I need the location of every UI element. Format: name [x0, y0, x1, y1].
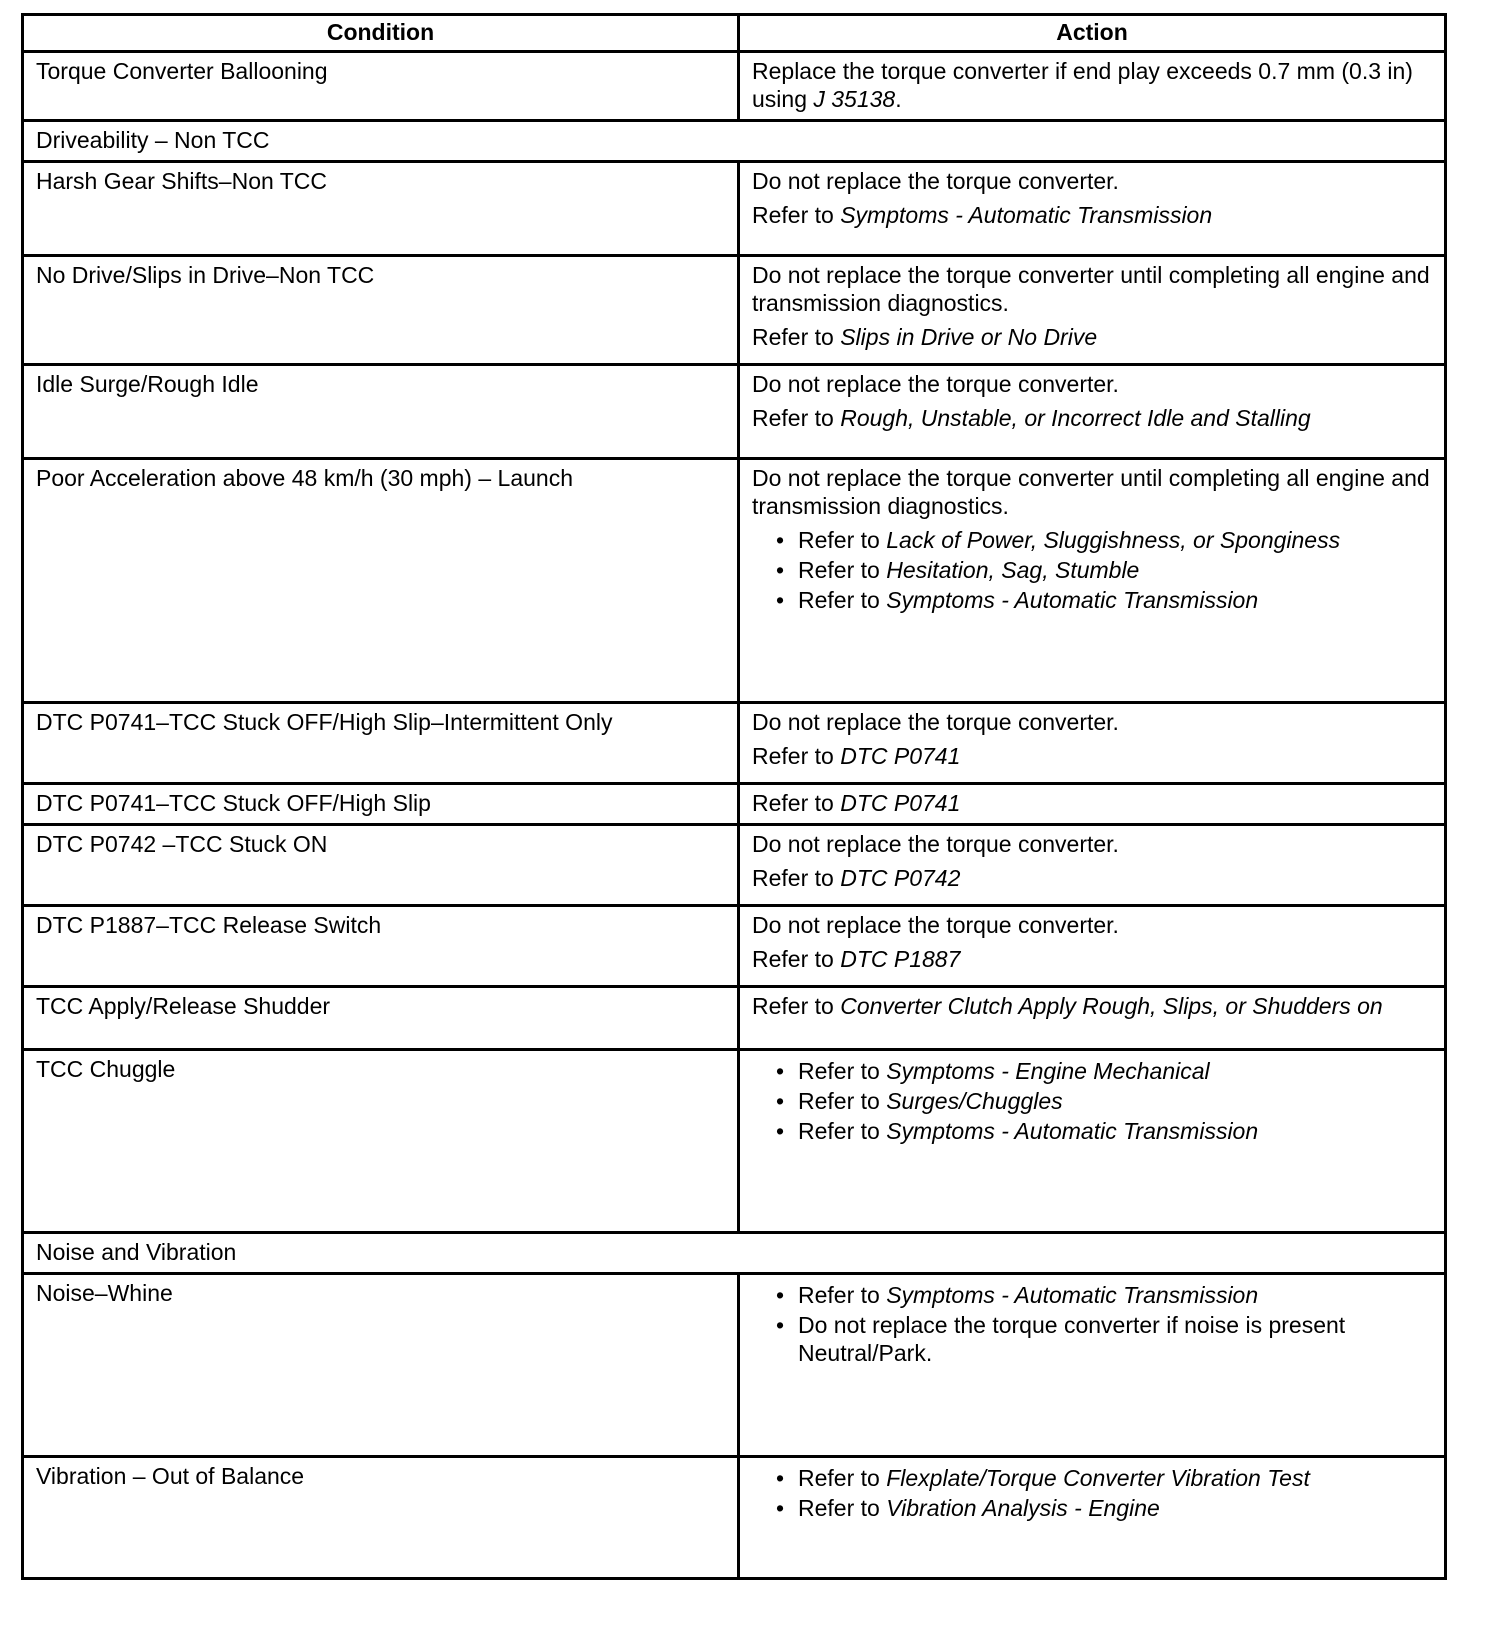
table-row: [23, 906, 1446, 987]
list-item: • Refer to Lack of Power, Sluggishness, or Sponginess: [798, 526, 1432, 554]
section-heading: Driveability – Non TCC: [23, 121, 1446, 162]
condition-cell: DTC P0741–TCC Stuck OFF/High Slip–Intermittent Only: [23, 703, 739, 784]
reference-link: DTC P0742: [840, 865, 961, 891]
bullet-list: [752, 1464, 1432, 1522]
condition-header: Condition: [23, 15, 739, 52]
action-cell: Do not replace the torque converter until completing all engine and transmission diagnostics. Refer to Slips in Drive or No Drive: [739, 256, 1446, 365]
action-cell: Replace the torque converter if end play exceeds 0.7 mm (0.3 in) using J 35138.: [739, 52, 1446, 121]
reference-link: DTC P1887: [840, 946, 961, 972]
action-cell: Do not replace the torque converter. Refer to Symptoms - Automatic Transmission: [739, 162, 1446, 256]
list-item: • Refer to Flexplate/Torque Converter Vibration Test: [798, 1464, 1432, 1492]
condition-cell: DTC P0741–TCC Stuck OFF/High Slip: [23, 784, 739, 825]
table-row: [23, 703, 1446, 784]
section-heading: Noise and Vibration: [23, 1233, 1446, 1274]
condition-cell: DTC P1887–TCC Release Switch: [23, 906, 739, 987]
list-item: • Refer to Symptoms - Automatic Transmission: [798, 586, 1432, 614]
reference-link: DTC P0741: [840, 743, 961, 769]
condition-cell: Poor Acceleration above 48 km/h (30 mph) – Launch: [23, 459, 739, 703]
reference-link: Rough, Unstable, or Incorrect Idle and Stalling: [840, 405, 1311, 431]
reference-link: Symptoms - Automatic Transmission: [840, 202, 1213, 228]
condition-cell: Torque Converter Ballooning: [23, 52, 739, 121]
bullet-list: [752, 1057, 1432, 1145]
action-cell: Do not replace the torque converter. Refer to Rough, Unstable, or Incorrect Idle and Stalling: [739, 365, 1446, 459]
section-row: [23, 1233, 1446, 1274]
action-cell: [739, 1274, 1446, 1457]
bullet-list: [752, 1281, 1432, 1367]
action-cell: Refer to DTC P0741: [739, 784, 1446, 825]
condition-cell: TCC Chuggle: [23, 1050, 739, 1233]
reference-link: DTC P0741: [840, 790, 961, 816]
action-cell: Refer to Converter Clutch Apply Rough, Slips, or Shudders on: [739, 987, 1446, 1050]
table-row: [23, 365, 1446, 459]
action-cell: Do not replace the torque converter. Refer to DTC P0741: [739, 703, 1446, 784]
condition-cell: TCC Apply/Release Shudder: [23, 987, 739, 1050]
list-item: • Do not replace the torque converter if noise is present Neutral/Park.: [798, 1311, 1432, 1367]
list-item: • Refer to Surges/Chuggles: [798, 1087, 1432, 1115]
diagnostic-table: [21, 13, 1447, 1580]
table-row: [23, 162, 1446, 256]
table-row: [23, 784, 1446, 825]
section-row: [23, 121, 1446, 162]
table-row: [23, 987, 1446, 1050]
reference-link: Slips in Drive or No Drive: [840, 324, 1098, 350]
table-row: [23, 1457, 1446, 1579]
action-cell: Do not replace the torque converter. Refer to DTC P1887: [739, 906, 1446, 987]
condition-cell: Harsh Gear Shifts–Non TCC: [23, 162, 739, 256]
action-cell: [739, 1457, 1446, 1579]
table-row: [23, 459, 1446, 703]
action-cell: [739, 1050, 1446, 1233]
table-row: [23, 52, 1446, 121]
table-row: [23, 825, 1446, 906]
list-item: • Refer to Symptoms - Automatic Transmission: [798, 1117, 1432, 1145]
reference-link: Converter Clutch Apply Rough, Slips, or Shudders on: [840, 993, 1383, 1019]
header-row: [23, 15, 1446, 52]
table-row: [23, 256, 1446, 365]
condition-cell: Vibration – Out of Balance: [23, 1457, 739, 1579]
condition-cell: Idle Surge/Rough Idle: [23, 365, 739, 459]
action-cell: Do not replace the torque converter until completing all engine and transmission diagnostics. • Refer to Lack of Power, Sluggishness, or Sponginess • Refer to Hesitation, Sag, Stumble • Refer to Symptoms - Automatic Transmission: [739, 459, 1446, 703]
table-row: [23, 1050, 1446, 1233]
condition-cell: DTC P0742 –TCC Stuck ON: [23, 825, 739, 906]
action-header: Action: [739, 15, 1446, 52]
list-item: • Refer to Symptoms - Engine Mechanical: [798, 1057, 1432, 1085]
list-item: • Refer to Vibration Analysis - Engine: [798, 1494, 1432, 1522]
list-item: • Refer to Hesitation, Sag, Stumble: [798, 556, 1432, 584]
action-cell: Do not replace the torque converter. Refer to DTC P0742: [739, 825, 1446, 906]
condition-cell: No Drive/Slips in Drive–Non TCC: [23, 256, 739, 365]
bullet-list: [752, 526, 1432, 614]
table-row: [23, 1274, 1446, 1457]
list-item: • Refer to Symptoms - Automatic Transmission: [798, 1281, 1432, 1309]
condition-cell: Noise–Whine: [23, 1274, 739, 1457]
